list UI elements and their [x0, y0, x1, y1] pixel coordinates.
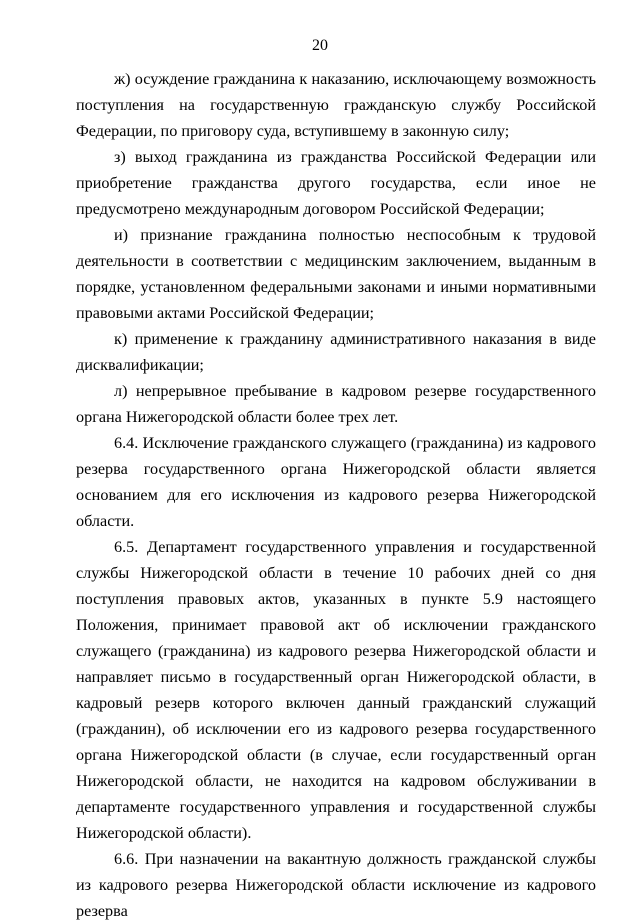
paragraph-6-6: 6.6. При назначении на вакантную должность гражданской службы из кадрового резерва Нижегородской области исключение из кадрового резерва [76, 850, 596, 920]
page-number: 20 [312, 37, 328, 54]
paragraph-item-i: и) признание гражданина полностью неспособным к трудовой деятельности в соответствии с медицинским заключением, выданным в порядке, установленном федеральными законами и иными нормативными правовыми актами Российской Федерации; [76, 226, 596, 322]
paragraph-item-zh: ж) осуждение гражданина к наказанию, исключающему возможность поступления на государственную гражданскую службу Российской Федерации, по приговору суда, вступившему в законную силу; [76, 70, 596, 140]
paragraph-6-5: 6.5. Департамент государственного управления и государственной службы Нижегородской области в течение 10 рабочих дней со дня поступления правовых актов, указанных в пункте 5.9 настоящего Положения, принимает правовой акт об исключении гражданского служащего (гражданина) из кадрового резерва Нижегородской области и направляет письмо в государственный орган Нижегородской области, в кадровый резерв которого включен данный гражданский служащий (гражданин), об исключении его из кадрового резерва государственного органа Нижегородской области (в случае, если государственный орган Нижегородской области, не находится на кадровом обслуживании в департаменте государственного управления и государственной службы Нижегородской области). [76, 538, 596, 842]
paragraph-6-4: 6.4. Исключение гражданского служащего (гражданина) из кадрового резерва государственного органа Нижегородской области является основанием для его исключения из кадрового резерва Нижегородской области. [76, 434, 596, 530]
document-body [76, 66, 596, 924]
paragraph-item-z: з) выход гражданина из гражданства Российской Федерации или приобретение гражданства другого государства, если иное не предусмотрено международным договором Российской Федерации; [76, 148, 596, 218]
paragraph-item-k: к) применение к гражданину административного наказания в виде дисквалификации; [76, 330, 596, 374]
paragraph-item-l: л) непрерывное пребывание в кадровом резерве государственного органа Нижегородской области более трех лет. [76, 382, 596, 426]
